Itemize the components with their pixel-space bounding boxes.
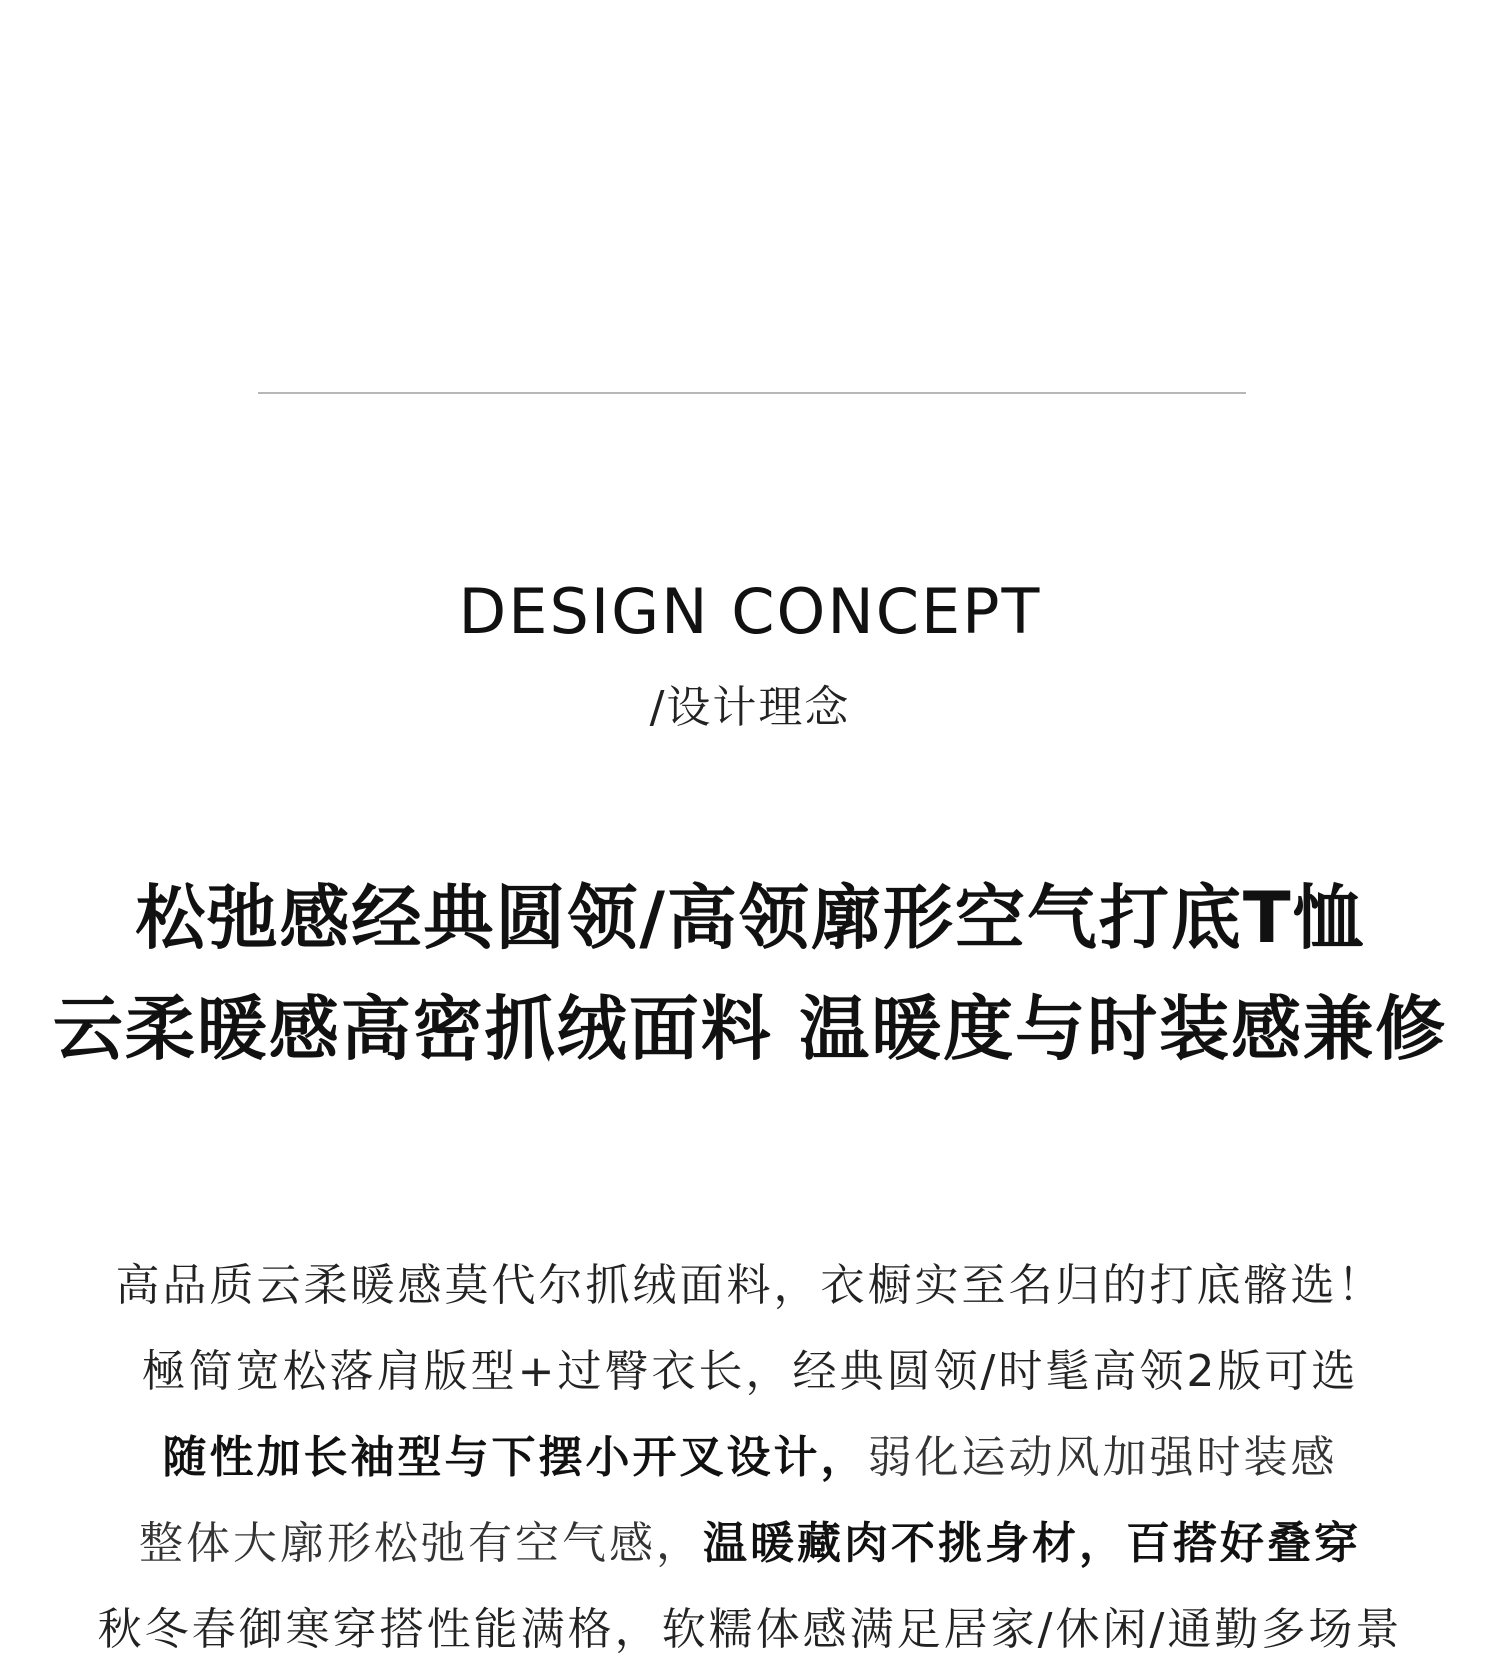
description-line-5: 秋冬春御寒穿搭性能满格，软糯体感满足居家/休闲/通勤多场景: [97, 1604, 1403, 1655]
description-line-4: [0, 1514, 1500, 1574]
description-line-2: 極简宽松落肩版型+过臀衣长，经典圆领/时髦高领2版可选: [141, 1346, 1359, 1397]
section-title-english: DESIGN CONCEPT: [458, 575, 1042, 648]
description-line-3-emphasis: 随性加长袖型与下摆小开叉设计，: [162, 1432, 868, 1483]
description-line-3: [0, 1428, 1500, 1488]
section-title-chinese: /设计理念: [649, 682, 851, 733]
description-line-3-regular: 弱化运动风加强时装感: [867, 1432, 1338, 1483]
headline-line-2: 云柔暖感高密抓绒面料 温暖度与时装感兼修: [52, 988, 1448, 1070]
description-line-1: 高品质云柔暖感莫代尔抓绒面料，衣橱实至名归的打底髂选！: [115, 1260, 1385, 1311]
headline-line-1: 松弛感经典圆领/高领廓形空气打底T恤: [135, 877, 1365, 959]
description-line-4-emphasis: 温暖藏肉不挑身材，百搭好叠穿: [703, 1518, 1361, 1569]
section-divider: [258, 392, 1246, 394]
description-line-4-regular: 整体大廓形松弛有空气感，: [139, 1518, 703, 1569]
